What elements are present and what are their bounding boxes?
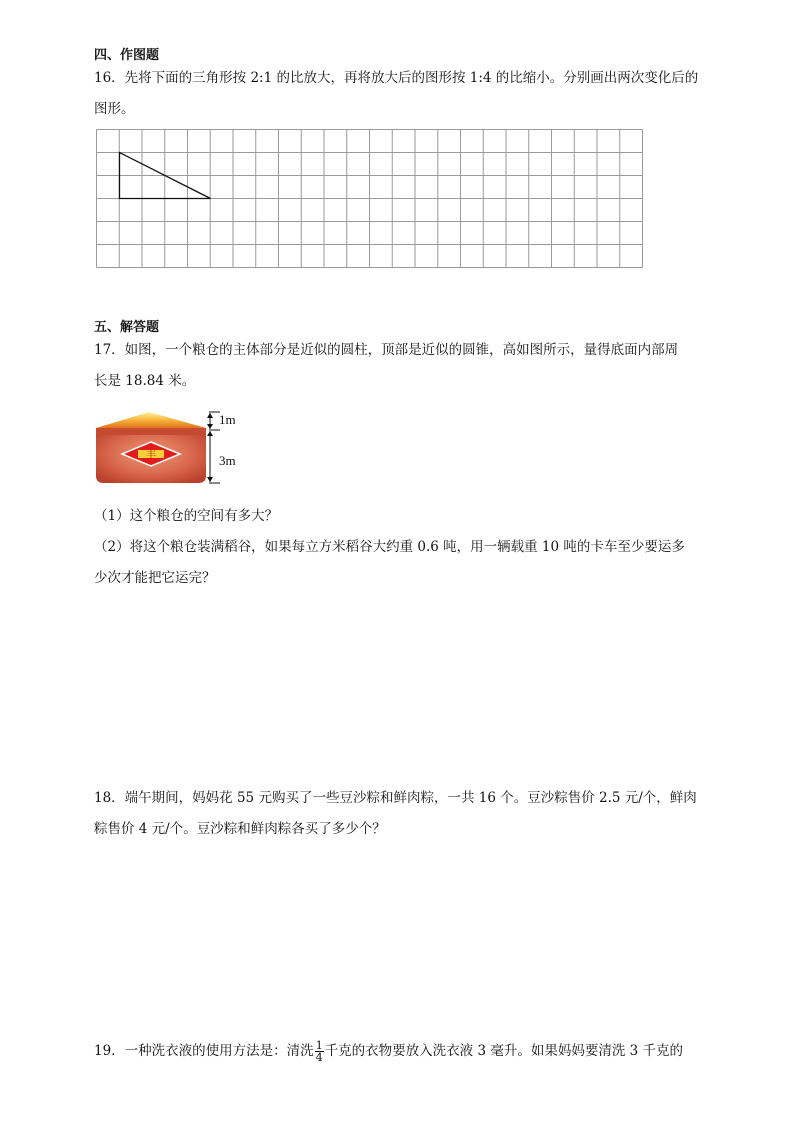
- question-16-line2: 图形。: [94, 101, 135, 117]
- question-16-line1: 16．先将下面的三角形按 2:1 的比放大，再将放大后的图形按 1:4 的比缩小。分别画出两次变化后的: [94, 70, 699, 86]
- question-17-sub1: （1）这个粮仓的空间有多大？: [94, 508, 279, 524]
- granary-rim: [96, 428, 206, 435]
- section-heading-4: 四、作图题: [94, 48, 160, 63]
- question-19-line1: [94, 1040, 683, 1063]
- question-18-line2: 粽售价 4 元/个。豆沙粽和鲜肉粽各买了多少个？: [94, 821, 386, 837]
- granary-roof: [96, 412, 206, 428]
- question-18-line1: 18．端午期间，妈妈花 55 元购买了一些豆沙粽和鲜肉粽，一共 16 个。豆沙粽售价 2.5 元/个，鲜肉: [94, 790, 697, 806]
- question-17-sub2-line2: 少次才能把它运完？: [94, 570, 216, 586]
- question-17-line1: 17．如图，一个粮仓的主体部分是近似的圆柱，顶部是近似的圆锥，高如图所示，量得底面内部周: [94, 342, 679, 358]
- cylinder-height-label: 3m: [219, 453, 236, 468]
- section-heading-5: 五、解答题: [94, 320, 160, 335]
- granary-figure: [92, 404, 252, 488]
- drawing-grid[interactable]: [96, 129, 644, 269]
- question-17-line2: 长是 18.84 米。: [94, 373, 196, 389]
- fraction-one-quarter: $\frac{1}{4}$: [315, 1039, 323, 1064]
- question-17-sub2-line1: （2）将这个粮仓装满稻谷，如果每立方米稻谷大约重 0.6 吨，用一辆载重 10 吨的卡车至少要运多: [94, 539, 685, 555]
- question-19-part-a: 19．一种洗衣液的使用方法是：清洗: [94, 1043, 314, 1059]
- emblem-char: 丰: [146, 450, 156, 461]
- question-19-part-b: 千克的衣物要放入洗衣液 3 毫升。如果妈妈要清洗 3 千克的: [324, 1043, 684, 1059]
- cone-height-label: 1m: [219, 412, 236, 427]
